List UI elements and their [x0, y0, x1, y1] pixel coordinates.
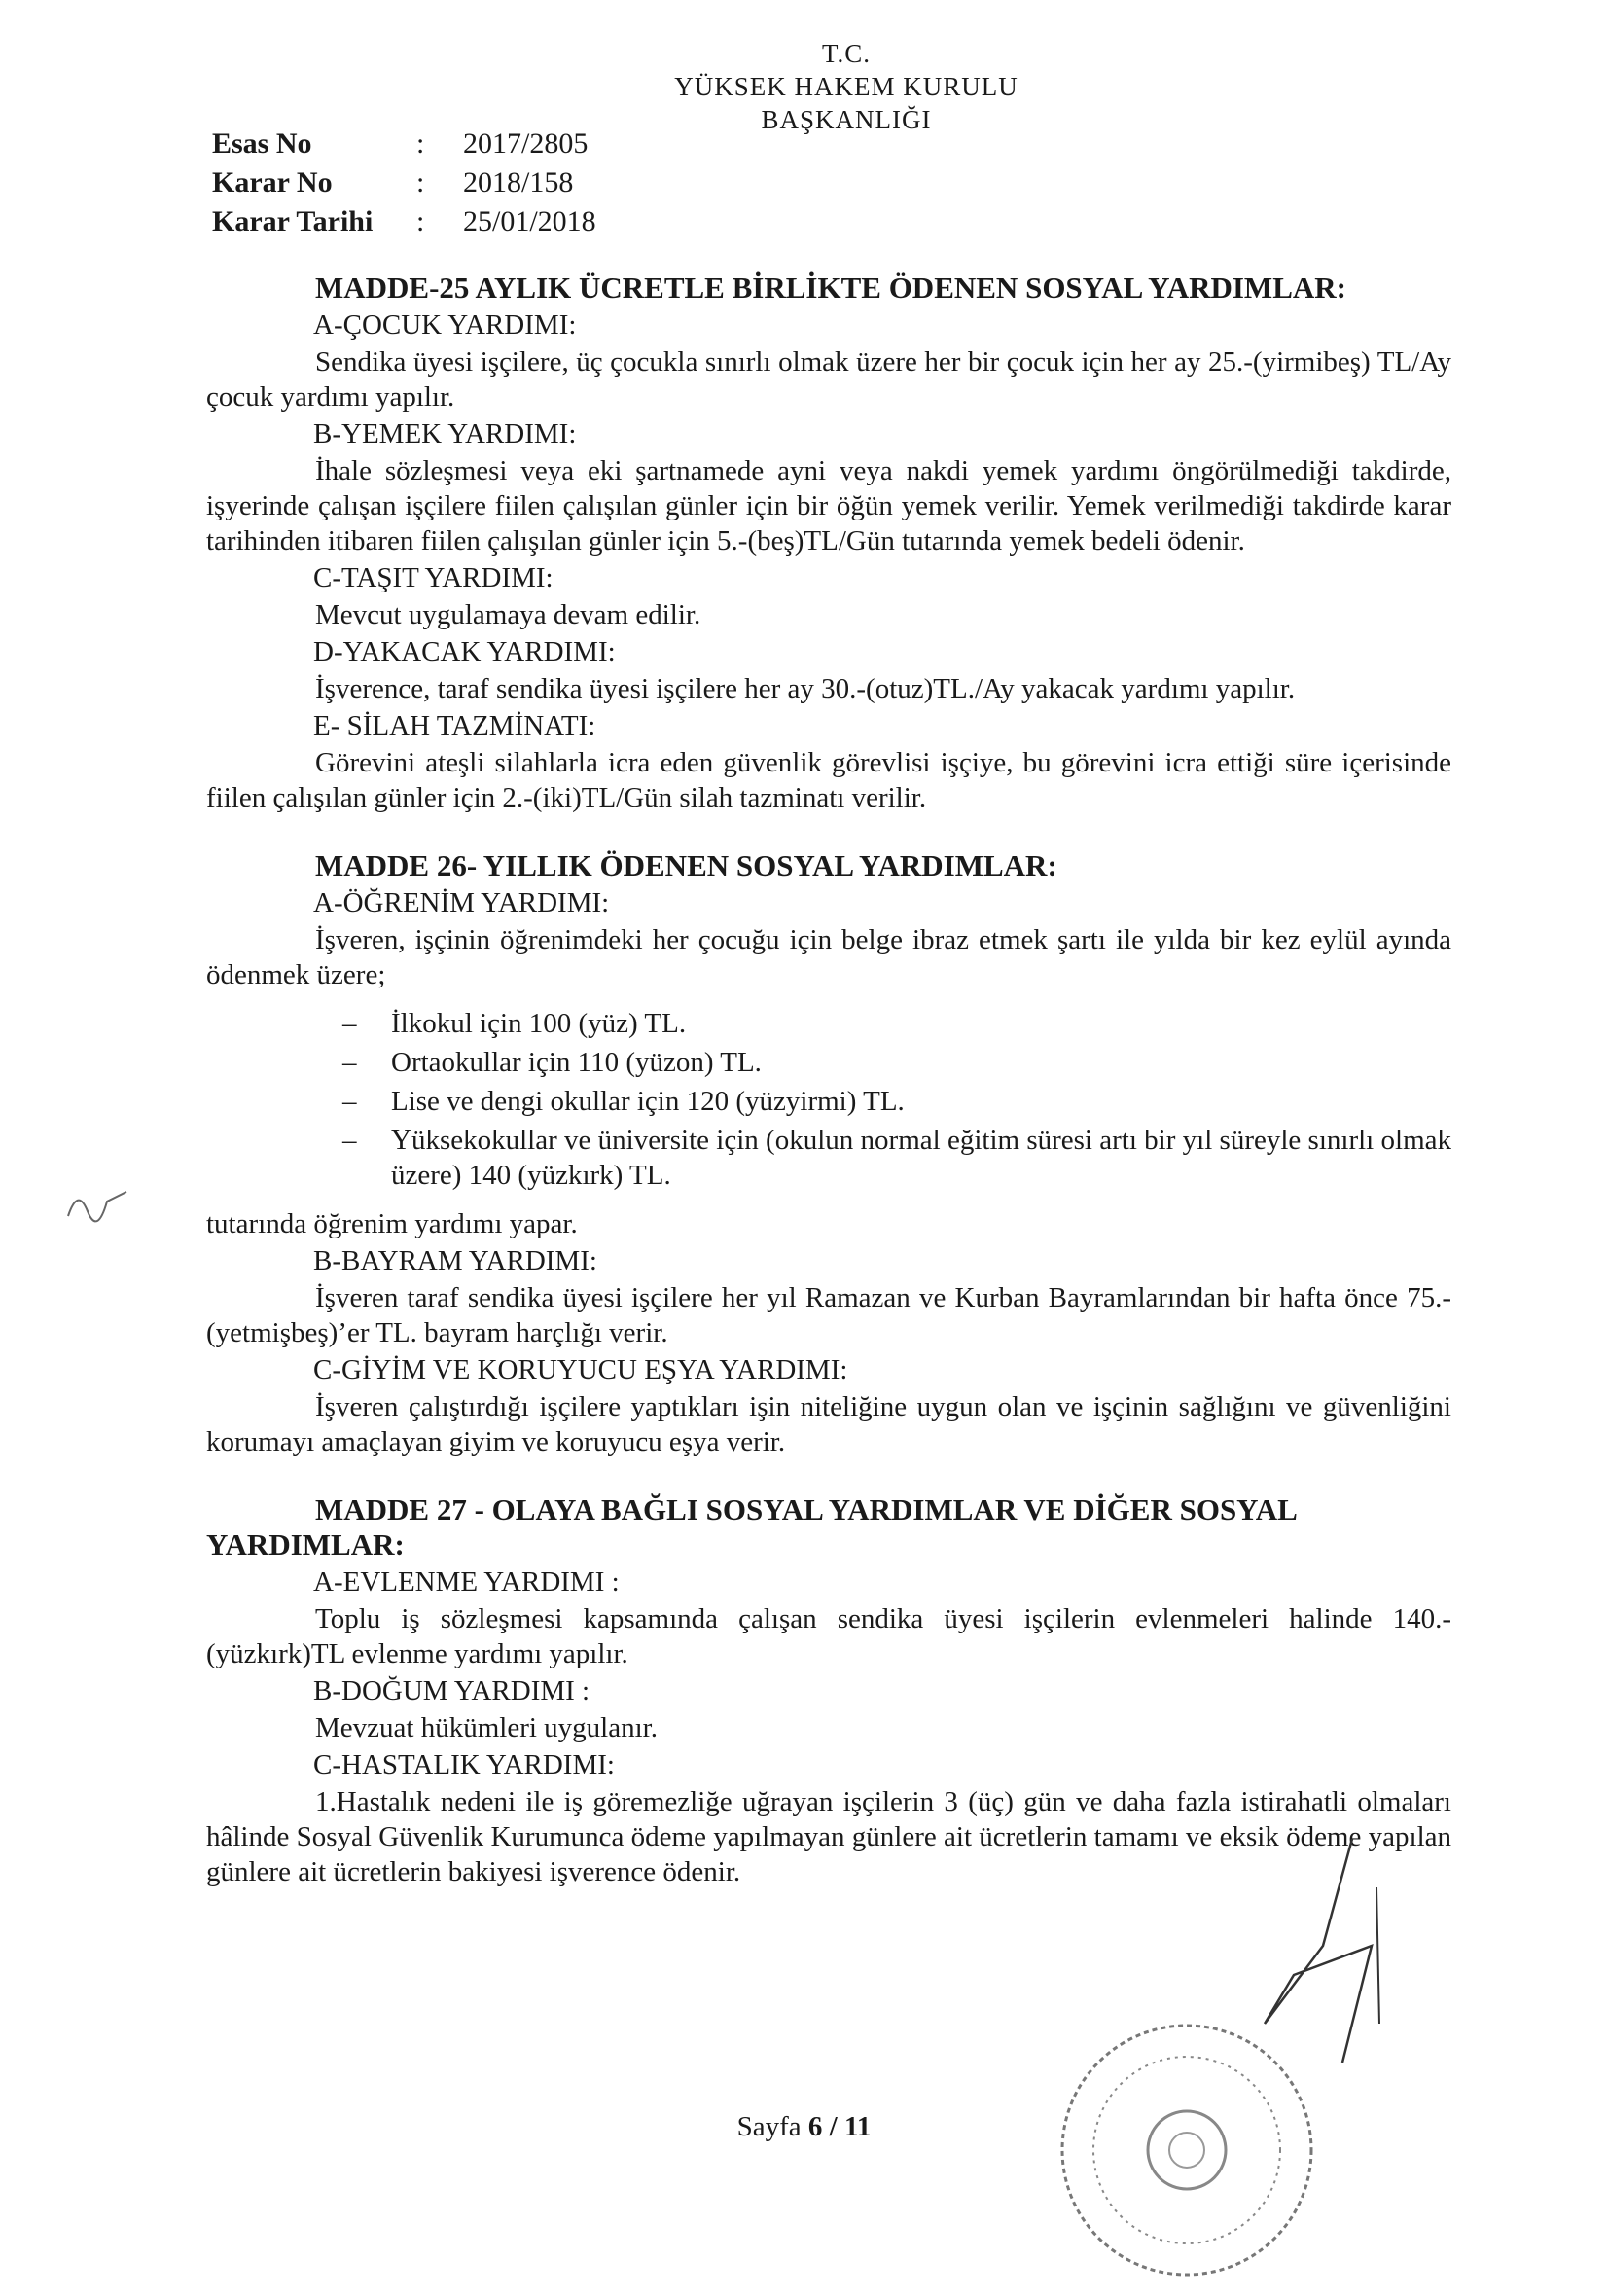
document-body — [206, 270, 1451, 1891]
article-27-title: MADDE 27 - OLAYA BAĞLI SOSYAL YARDIMLAR VE DİĞER SOSYAL YARDIMLAR: — [206, 1492, 1297, 1561]
subsection-heading: C-GİYİM VE KORUYUCU EŞYA YARDIMI: — [313, 1354, 848, 1385]
subsection-heading: C-HASTALIK YARDIMI: — [313, 1749, 615, 1780]
authority-line-3: BAŞKANLIĞI — [761, 105, 932, 134]
case-meta — [212, 125, 596, 241]
paragraph: Toplu iş sözleşmesi kapsamında çalışan sendika üyesi işçilerin evlenmeleri halinde 140.-(yüzkırk)TL evlenme yardımı yapılır. — [206, 1603, 1451, 1669]
current-page: 6 — [807, 2111, 823, 2142]
list-item: – Lise ve dengi okullar için 120 (yüzyirmi) TL. — [342, 1084, 1451, 1119]
meta-label: Karar No — [212, 166, 333, 198]
meta-label: Esas No — [212, 127, 312, 160]
subsection-heading: B-DOĞUM YARDIMI : — [313, 1675, 590, 1706]
authority-line-1: T.C. — [822, 39, 871, 68]
meta-value: 25/01/2018 — [463, 205, 596, 237]
authority-line-2: YÜKSEK HAKEM KURULU — [674, 72, 1018, 101]
meta-row-tarih — [212, 202, 596, 241]
paragraph: Sendika üyesi işçilere, üç çocukla sınırlı olmak üzere her bir çocuk için her ay 25.-(yirmibeş) TL/Ay çocuk yardımı yapılır. — [206, 346, 1451, 413]
meta-colon: : — [416, 127, 425, 160]
meta-value: 2017/2805 — [463, 127, 589, 160]
total-pages: 11 — [843, 2111, 872, 2142]
subsection-heading: A-ÇOCUK YARDIMI: — [313, 309, 577, 341]
official-seal — [1041, 2004, 1333, 2296]
article-25-title: MADDE-25 AYLIK ÜCRETLE BİRLİKTE ÖDENEN SOSYAL YARDIMLAR: — [315, 270, 1346, 305]
list-item: – Yüksekokullar ve üniversite için (okulun normal eğitim süresi artı bir yıl süreyle sınırlı olmak üzere) 140 (yüzkırk) TL. — [342, 1123, 1451, 1193]
subsection-heading: E- SİLAH TAZMİNATI: — [313, 710, 596, 741]
paragraph: tutarında öğrenim yardımı yapar. — [206, 1208, 578, 1239]
meta-row-karar — [212, 163, 596, 202]
subsection-heading: B-YEMEK YARDIMI: — [313, 418, 577, 449]
page-number — [0, 2111, 1608, 2143]
subsection-heading: B-BAYRAM YARDIMI: — [313, 1245, 597, 1276]
page-separator: / — [822, 2111, 844, 2142]
meta-value: 2018/158 — [463, 166, 574, 198]
paragraph: 1.Hastalık nedeni ile iş göremezliğe uğrayan işçilerin 3 (üç) gün ve daha fazla istirahatli olmaları hâlinde Sosyal Güvenlik Kurumunca ödeme yapılmayan günlere ait ücretlerin tamamı ve eksik ödeme yapılan günlere ait ücretlerin bakiyesi işverence ödenir. — [206, 1786, 1451, 1887]
meta-colon: : — [416, 166, 425, 198]
paragraph: İşveren taraf sendika üyesi işçilere her yıl Ramazan ve Kurban Bayramlarından bir hafta önce 75.-(yetmişbeş)’er TL. bayram harçlığı verir. — [206, 1282, 1451, 1348]
meta-row-esas — [212, 125, 596, 163]
subsection-heading: A-ÖĞRENİM YARDIMI: — [313, 887, 610, 918]
list-item: – İlkokul için 100 (yüz) TL. — [342, 1006, 1451, 1041]
meta-colon: : — [416, 205, 425, 237]
margin-initials — [58, 1177, 136, 1236]
subsection-heading: D-YAKACAK YARDIMI: — [313, 636, 616, 667]
paragraph: İhale sözleşmesi veya eki şartnamede ayni veya nakdi yemek yardımı öngörülmediği takdirde, işyerinde çalışan işçilere fiilen çalışılan günler için bir öğün yemek verilir. Yemek verilmediği takdirde karar tarihinden itibaren fiilen çalışılan günler için 5.-(beş)TL/Gün tutarında yemek bedeli ödenir. — [206, 455, 1451, 556]
issuing-authority — [623, 37, 1070, 136]
paragraph: İşveren çalıştırdığı işçilere yaptıkları işin niteliğine uygun olan ve işçinin sağlığını ve güvenliğini korumayı amaçlayan giyim ve koruyucu eşya verir. — [206, 1391, 1451, 1457]
page-label: Sayfa — [736, 2111, 808, 2142]
paragraph: İşverence, taraf sendika üyesi işçilere her ay 30.-(otuz)TL./Ay yakacak yardımı yapılır. — [315, 673, 1296, 704]
paragraph: Görevini ateşli silahlarla icra eden güvenlik görevlisi işçiye, bu görevini icra ettiği süre içerisinde fiilen çalışılan günler için 2.-(iki)TL/Gün silah tazminatı verilir. — [206, 747, 1451, 813]
subsection-heading: A-EVLENME YARDIMI : — [313, 1566, 620, 1597]
paragraph: İşveren, işçinin öğrenimdeki her çocuğu için belge ibraz etmek şartı ile yılda bir kez eylül ayında ödenmek üzere; — [206, 924, 1451, 990]
education-aid-list — [206, 1006, 1451, 1193]
meta-label: Karar Tarihi — [212, 205, 374, 237]
paragraph: Mevzuat hükümleri uygulanır. — [315, 1712, 658, 1743]
list-item: – Ortaokullar için 110 (yüzon) TL. — [342, 1045, 1451, 1080]
paragraph: Mevcut uygulamaya devam edilir. — [315, 599, 701, 630]
article-26-title: MADDE 26- YILLIK ÖDENEN SOSYAL YARDIMLAR: — [315, 848, 1057, 882]
subsection-heading: C-TAŞIT YARDIMI: — [313, 562, 554, 593]
